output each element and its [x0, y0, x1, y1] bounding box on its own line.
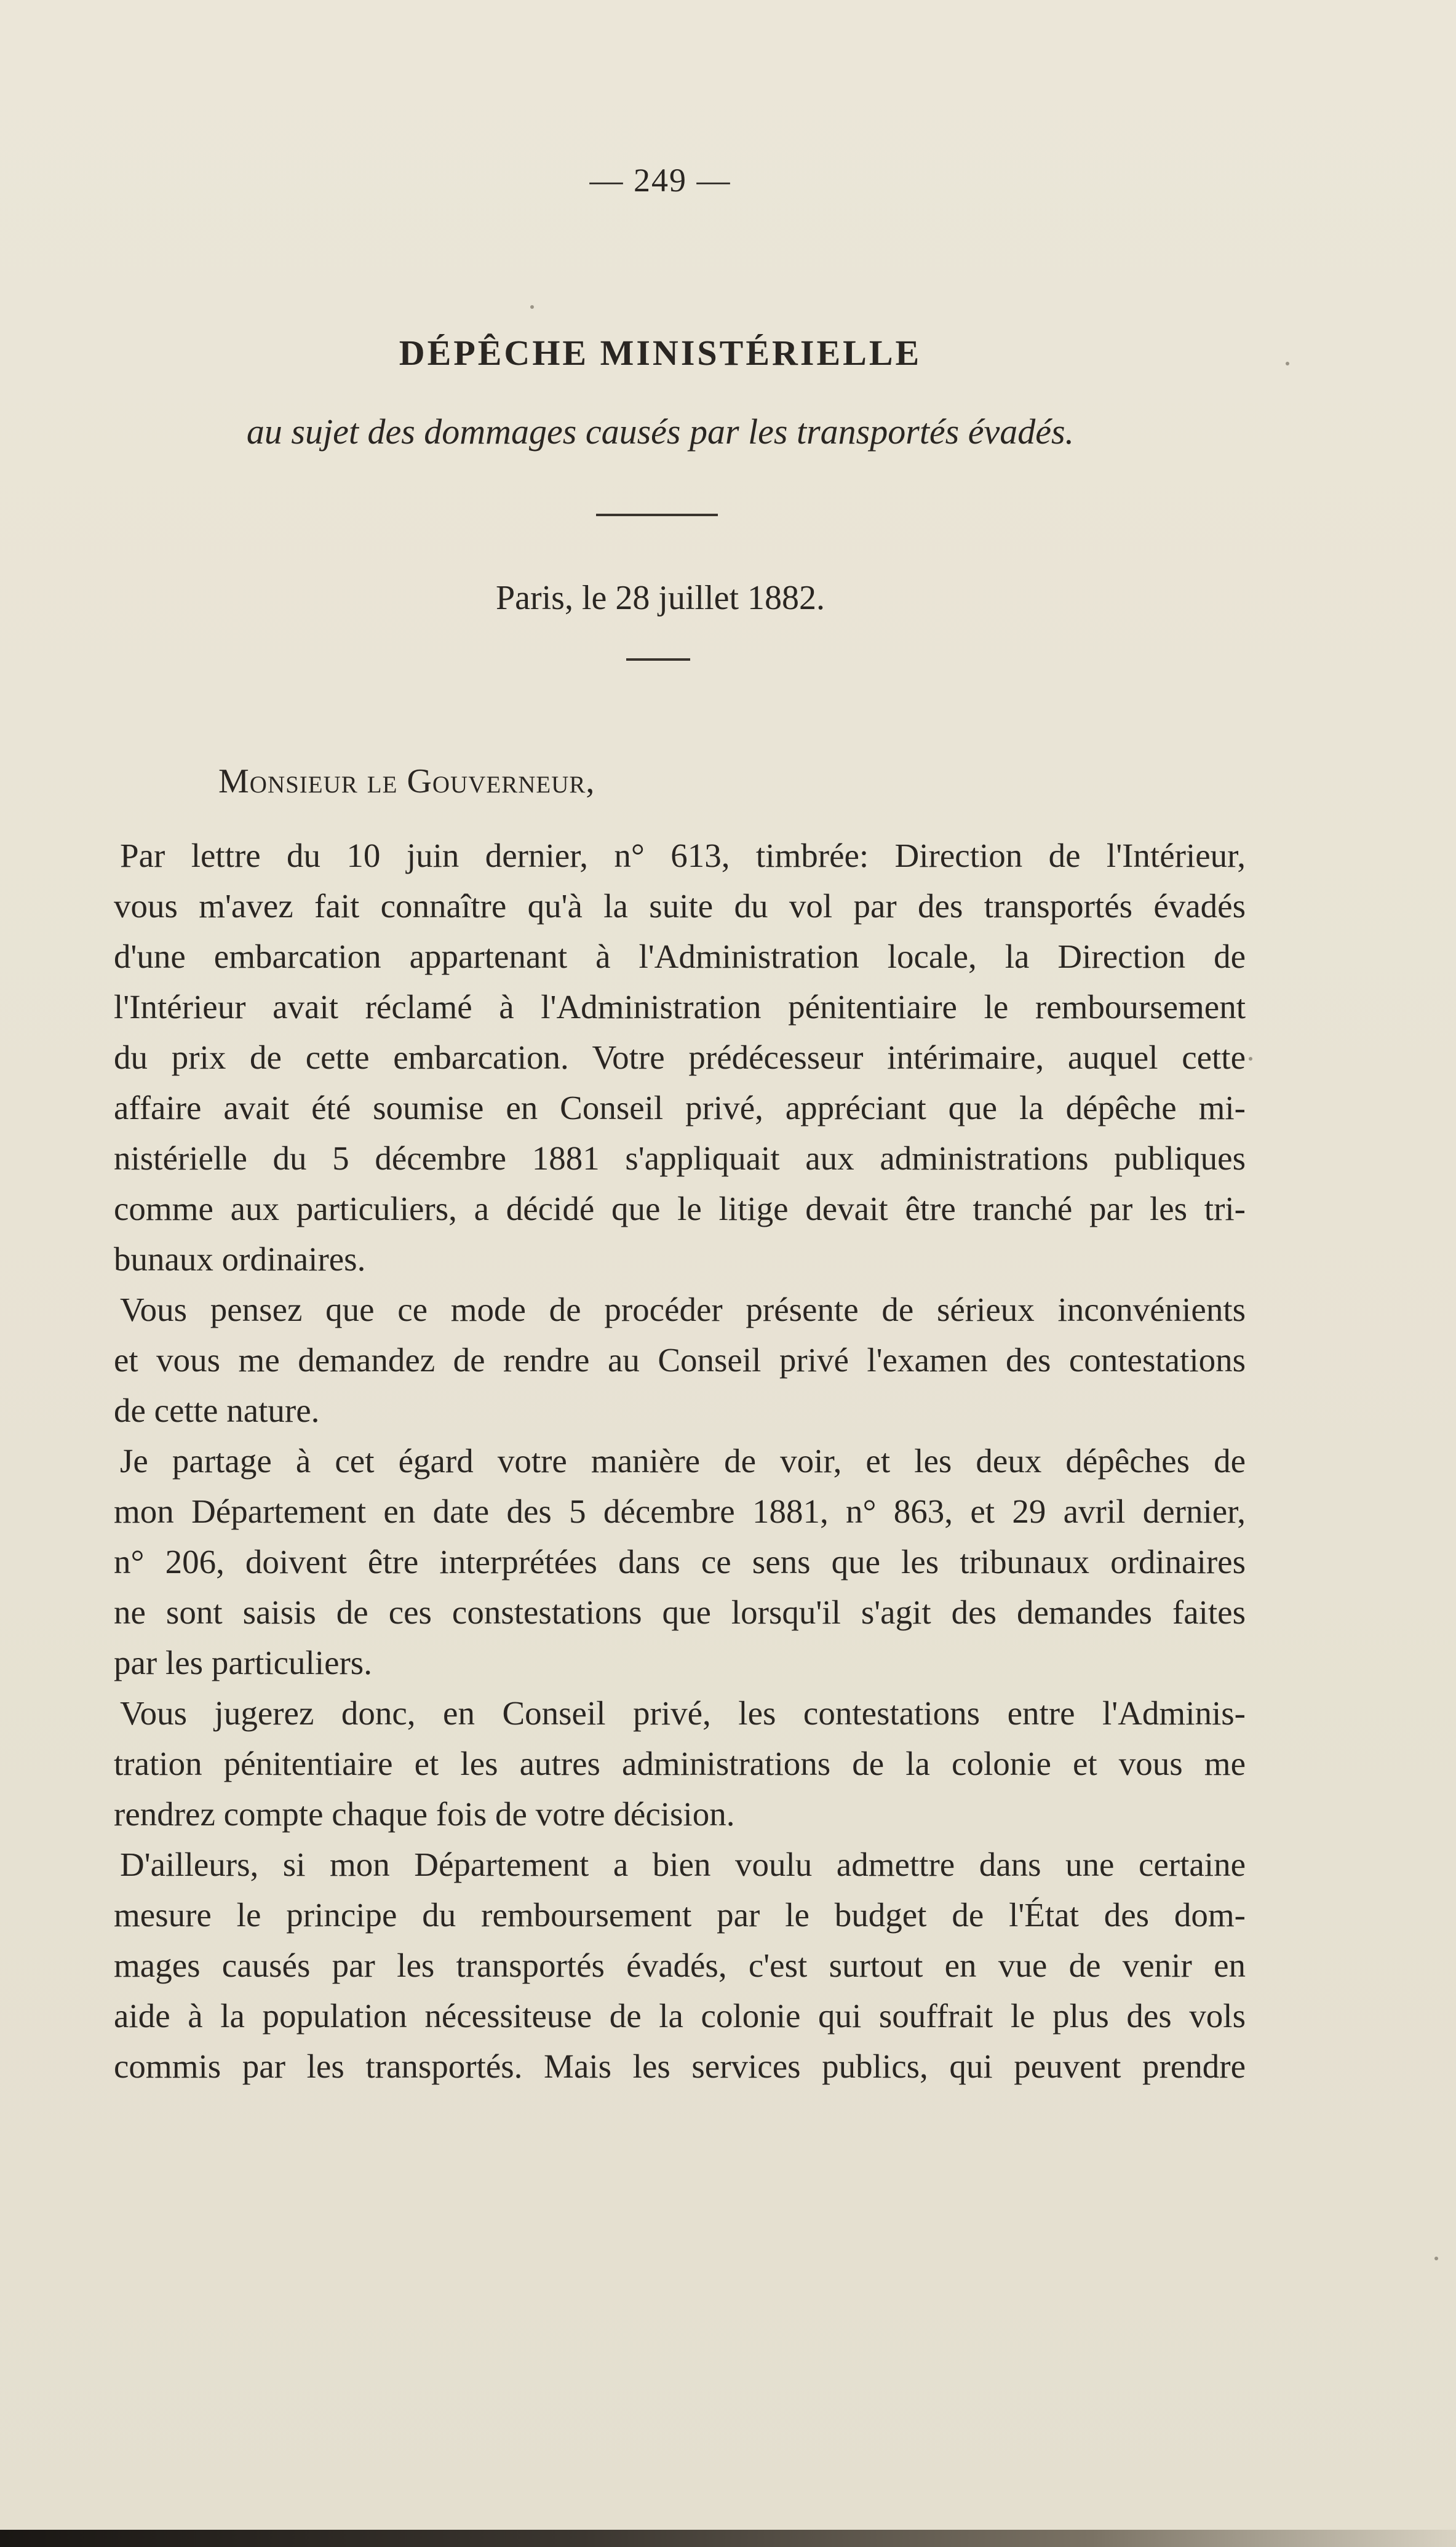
body-line: Je partage à cet égard votre manière de voir, et les deux dépêches de: [120, 1442, 1246, 1480]
body-line: D'ailleurs, si mon Département a bien voulu admettre dans une certaine: [120, 1846, 1246, 1883]
paper-speck: [530, 305, 534, 309]
body-line: Vous jugerez donc, en Conseil privé, les contestations entre l'Adminis-: [120, 1694, 1246, 1732]
paper-speck: [1249, 1057, 1252, 1061]
body-line: comme aux particuliers, a décidé que le litige devait être tranché par les tri-: [114, 1190, 1246, 1227]
body-line: d'une embarcation appartenant à l'Administration locale, la Direction de: [114, 938, 1246, 975]
body-line: vous m'avez fait connaître qu'à la suite du vol par des transportés évadés: [114, 887, 1246, 925]
body-line: commis par les transportés. Mais les services publics, qui peuvent prendre: [114, 2047, 1246, 2085]
body-line: nistérielle du 5 décembre 1881 s'appliquait aux administrations publiques: [114, 1139, 1246, 1177]
body-line: du prix de cette embarcation. Votre prédécesseur intérimaire, auquel cette: [114, 1038, 1246, 1076]
dateline: Paris, le 28 juillet 1882.: [495, 579, 825, 617]
body-line: mages causés par les transportés évadés, c'est surtout en vue de venir en: [114, 1947, 1246, 1984]
body-line: aide à la population nécessiteuse de la colonie qui souffrait le plus des vols: [114, 1997, 1246, 2035]
paper-speck: [1434, 2257, 1438, 2260]
letter-body: [114, 831, 1246, 2092]
dateline-divider: [626, 658, 690, 661]
body-line: mesure le principe du remboursement par le budget de l'État des dom-: [114, 1896, 1246, 1934]
document-title: DÉPÊCHE MINISTÉRIELLE: [399, 333, 922, 373]
title-divider: [596, 514, 718, 516]
page-number: — 249 —: [589, 162, 731, 199]
body-line: par les particuliers.: [114, 1644, 372, 1681]
body-line: mon Département en date des 5 décembre 1881, n° 863, et 29 avril dernier,: [114, 1493, 1246, 1530]
body-line: ne sont saisis de ces constestations que lorsqu'il s'agit des demandes faites: [114, 1593, 1246, 1631]
paper-speck: [1286, 362, 1289, 365]
body-line: affaire avait été soumise en Conseil privé, appréciant que la dépêche mi-: [114, 1089, 1246, 1126]
body-line: et vous me demandez de rendre au Conseil privé l'examen des contestations: [114, 1341, 1246, 1379]
body-line: l'Intérieur avait réclamé à l'Administration pénitentiaire le remboursement: [114, 988, 1246, 1026]
salutation: Monsieur le Gouverneur,: [218, 762, 595, 800]
body-line: tration pénitentiaire et les autres administrations de la colonie et vous me: [114, 1745, 1246, 1782]
body-line: bunaux ordinaires.: [114, 1240, 366, 1278]
body-line: n° 206, doivent être interprétées dans ce sens que les tribunaux ordinaires: [114, 1543, 1246, 1580]
body-line: Par lettre du 10 juin dernier, n° 613, timbrée: Direction de l'Intérieur,: [120, 837, 1246, 874]
document-subtitle: au sujet des dommages causés par les transportés évadés.: [246, 412, 1075, 452]
scan-edge-shadow: [0, 2530, 1456, 2547]
body-line: rendrez compte chaque fois de votre décision.: [114, 1795, 735, 1833]
body-line: Vous pensez que ce mode de procéder présente de sérieux inconvénients: [120, 1291, 1246, 1328]
body-line: de cette nature.: [114, 1392, 320, 1429]
